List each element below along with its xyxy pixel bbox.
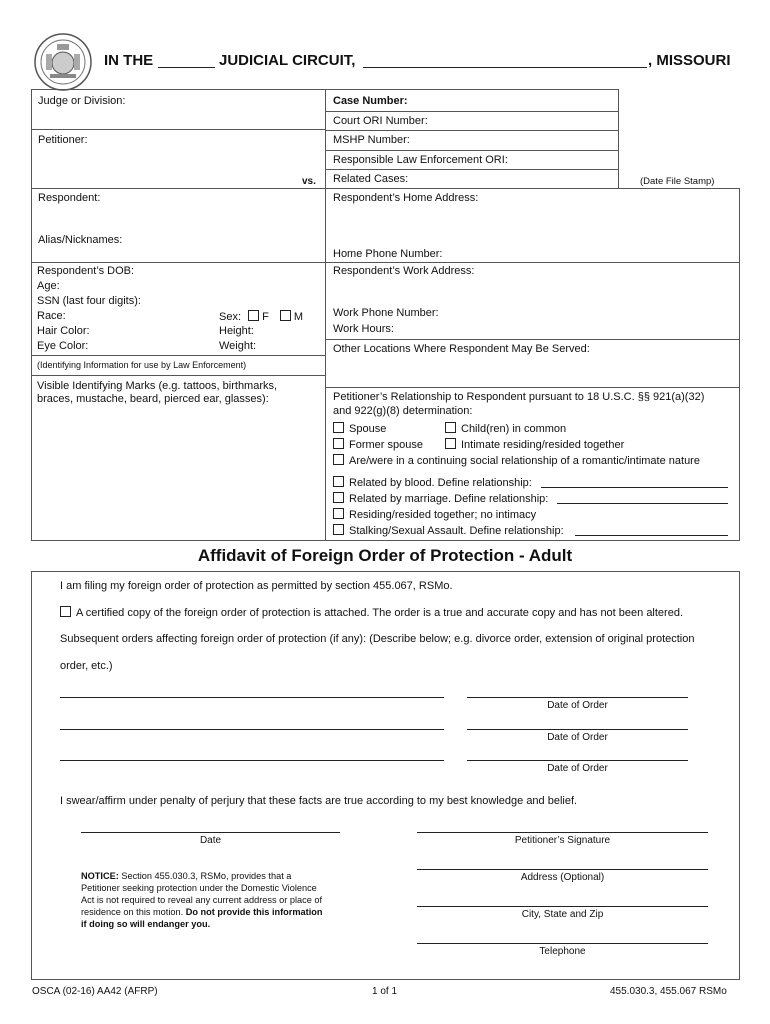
page-indicator: [372, 986, 397, 997]
work-hours-label: Work Hours:: [333, 323, 394, 335]
option-blood: [333, 476, 532, 489]
petitioner-signature-label: Petitioner’s Signature: [514, 835, 611, 846]
petitioner-label: Petitioner:: [38, 134, 88, 146]
circuit-number-blank[interactable]: [158, 67, 215, 68]
page-of: of: [380, 986, 389, 997]
home-phone-label: Home Phone Number:: [333, 248, 443, 260]
option-children: [445, 422, 566, 435]
telephone-label: Telephone: [539, 946, 586, 957]
date-file-stamp: (Date File Stamp): [640, 176, 715, 187]
address-field[interactable]: [417, 869, 708, 870]
notice-text-2: Petitioner seeking protection under the Domestic Violence: [81, 883, 317, 893]
work-address-label: Respondent’s Work Address:: [333, 265, 475, 277]
notice-bold-1: Do not provide this information: [183, 907, 323, 917]
weight-label: Weight:: [219, 340, 257, 352]
former-spouse-label: Former spouse: [349, 439, 423, 451]
date-field[interactable]: [81, 832, 340, 833]
children-label: Child(ren) in common: [461, 423, 567, 435]
marks-label-2: braces, mustache, beard, pierced ear, glasses):: [37, 393, 269, 405]
id-note: (Identifying Information for use by Law Enforcement): [37, 360, 247, 370]
petitioner-signature-field[interactable]: [417, 832, 708, 833]
subsequent-orders-2: order, etc.): [60, 660, 113, 672]
sex-label: [219, 310, 303, 323]
notice-label: NOTICE:: [81, 871, 119, 881]
relationship-label-1: Petitioner’s Relationship to Respondent pursuant to 18 U.S.C. §§ 921(a)(32): [333, 391, 705, 403]
notice-text-4: residence on this motion.: [81, 907, 184, 917]
city-state-zip-field[interactable]: [417, 906, 708, 907]
court-ori-label: Court ORI Number:: [333, 115, 428, 127]
race-label: Race:: [37, 310, 66, 322]
blood-checkbox[interactable]: [333, 476, 344, 487]
related-cases-label: Related Cases:: [333, 173, 409, 185]
vs-label: vs.: [302, 176, 316, 187]
order-description-2[interactable]: [60, 729, 444, 730]
relationship-label-2: and 922(g)(8) determination:: [333, 405, 473, 417]
city-state-zip-label: City, State and Zip: [521, 909, 604, 920]
sex-m-checkbox[interactable]: [280, 310, 291, 321]
page-total: 1: [391, 986, 398, 997]
residing-label: Residing/resided together; no intimacy: [349, 509, 537, 521]
option-residing: [333, 508, 536, 521]
notice-bold-2: if doing so will endanger you.: [81, 919, 211, 929]
date-of-order-label-1: Date of Order: [547, 700, 608, 711]
former-spouse-checkbox[interactable]: [333, 438, 344, 449]
notice-block: [81, 870, 381, 930]
sex-f-label: F: [262, 311, 269, 323]
spouse-label: Spouse: [349, 423, 387, 435]
spouse-checkbox[interactable]: [333, 422, 344, 433]
form-id: OSCA (02-16) AA42 (AFRP): [32, 986, 158, 997]
date-of-order-label-2: Date of Order: [547, 732, 608, 743]
work-phone-label: Work Phone Number:: [333, 307, 439, 319]
missouri-seal: [33, 32, 93, 92]
stalking-relationship-field[interactable]: [575, 535, 728, 536]
sex-label-text: Sex:: [219, 311, 242, 323]
date-label: Date: [199, 835, 222, 846]
hair-label: Hair Color:: [37, 325, 90, 337]
order-description-3[interactable]: [60, 760, 444, 761]
page-number: 1: [372, 986, 378, 997]
residing-checkbox[interactable]: [333, 508, 344, 519]
order-description-1[interactable]: [60, 697, 444, 698]
telephone-field[interactable]: [417, 943, 708, 944]
blood-label: Related by blood. Define relationship:: [349, 477, 532, 489]
stalking-label: Stalking/Sexual Assault. Define relationship:: [349, 525, 564, 537]
option-spouse: [333, 422, 386, 435]
alias-label: Alias/Nicknames:: [38, 234, 123, 246]
responsible-ori-label: Responsible Law Enforcement ORI:: [333, 154, 508, 166]
respondent-label: Respondent:: [38, 192, 101, 204]
order-date-3[interactable]: [467, 760, 688, 761]
header-in-the: IN THE: [104, 52, 154, 69]
children-checkbox[interactable]: [445, 422, 456, 433]
ssn-label: SSN (last four digits):: [37, 295, 141, 307]
continuing-checkbox[interactable]: [333, 454, 344, 465]
height-label: Height:: [219, 325, 254, 337]
blood-relationship-field[interactable]: [541, 487, 728, 488]
option-marriage: [333, 492, 548, 505]
option-stalking: [333, 524, 564, 537]
intimate-label: Intimate residing/resided together: [461, 439, 625, 451]
judge-division-label: Judge or Division:: [38, 95, 126, 107]
date-of-order-label-3: Date of Order: [547, 763, 608, 774]
marks-label-1: Visible Identifying Marks (e.g. tattoos, birthmarks,: [37, 380, 278, 392]
mshp-number-label: MSHP Number:: [333, 134, 410, 146]
address-label: Address (Optional): [520, 872, 605, 883]
continuing-label: Are/were in a continuing social relationship of a romantic/intimate nature: [349, 455, 700, 467]
notice-text-1: Section 455.030.3, RSMo, provides that a: [118, 871, 292, 881]
option-former-spouse: [333, 438, 423, 451]
filing-statement: I am filing my foreign order of protection as permitted by section 455.067, RSMo.: [60, 580, 453, 592]
county-blank[interactable]: [363, 67, 647, 68]
header-judicial-circuit: JUDICIAL CIRCUIT,: [219, 52, 356, 69]
certified-copy-row: [60, 606, 683, 619]
marriage-relationship-field[interactable]: [557, 503, 728, 504]
stalking-checkbox[interactable]: [333, 524, 344, 535]
eye-label: Eye Color:: [37, 340, 89, 352]
option-continuing: [333, 454, 700, 467]
affidavit-title: Affidavit of Foreign Order of Protection - Adult: [197, 546, 573, 565]
swear-statement: I swear/affirm under penalty of perjury that these facts are true according to my best knowledge and belief.: [60, 795, 578, 807]
marriage-checkbox[interactable]: [333, 492, 344, 503]
sex-f-checkbox[interactable]: [248, 310, 259, 321]
subsequent-orders-1: Subsequent orders affecting foreign order of protection (if any): (Describe below; e.g. divorce order, extension of original protection: [60, 633, 695, 645]
age-label: Age:: [37, 280, 60, 292]
statute-ref: 455.030.3, 455.067 RSMo: [610, 986, 727, 997]
order-date-1[interactable]: [467, 697, 688, 698]
case-number-label: Case Number:: [333, 95, 408, 107]
order-date-2[interactable]: [467, 729, 688, 730]
marriage-label: Related by marriage. Define relationship:: [349, 493, 549, 505]
certified-copy-checkbox[interactable]: [60, 606, 71, 617]
other-locations-label: Other Locations Where Respondent May Be Served:: [333, 343, 590, 355]
notice-text-3: Act is not required to reveal any current address or place of: [81, 895, 323, 905]
dob-label: Respondent’s DOB:: [37, 265, 135, 277]
header-missouri: , MISSOURI: [648, 52, 731, 69]
certified-copy-label: A certified copy of the foreign order of protection is attached. The order is a true and accurate copy and has not been altered.: [76, 607, 684, 619]
option-intimate: [445, 438, 624, 451]
intimate-checkbox[interactable]: [445, 438, 456, 449]
home-address-label: Respondent’s Home Address:: [333, 192, 479, 204]
sex-m-label: M: [293, 311, 304, 323]
